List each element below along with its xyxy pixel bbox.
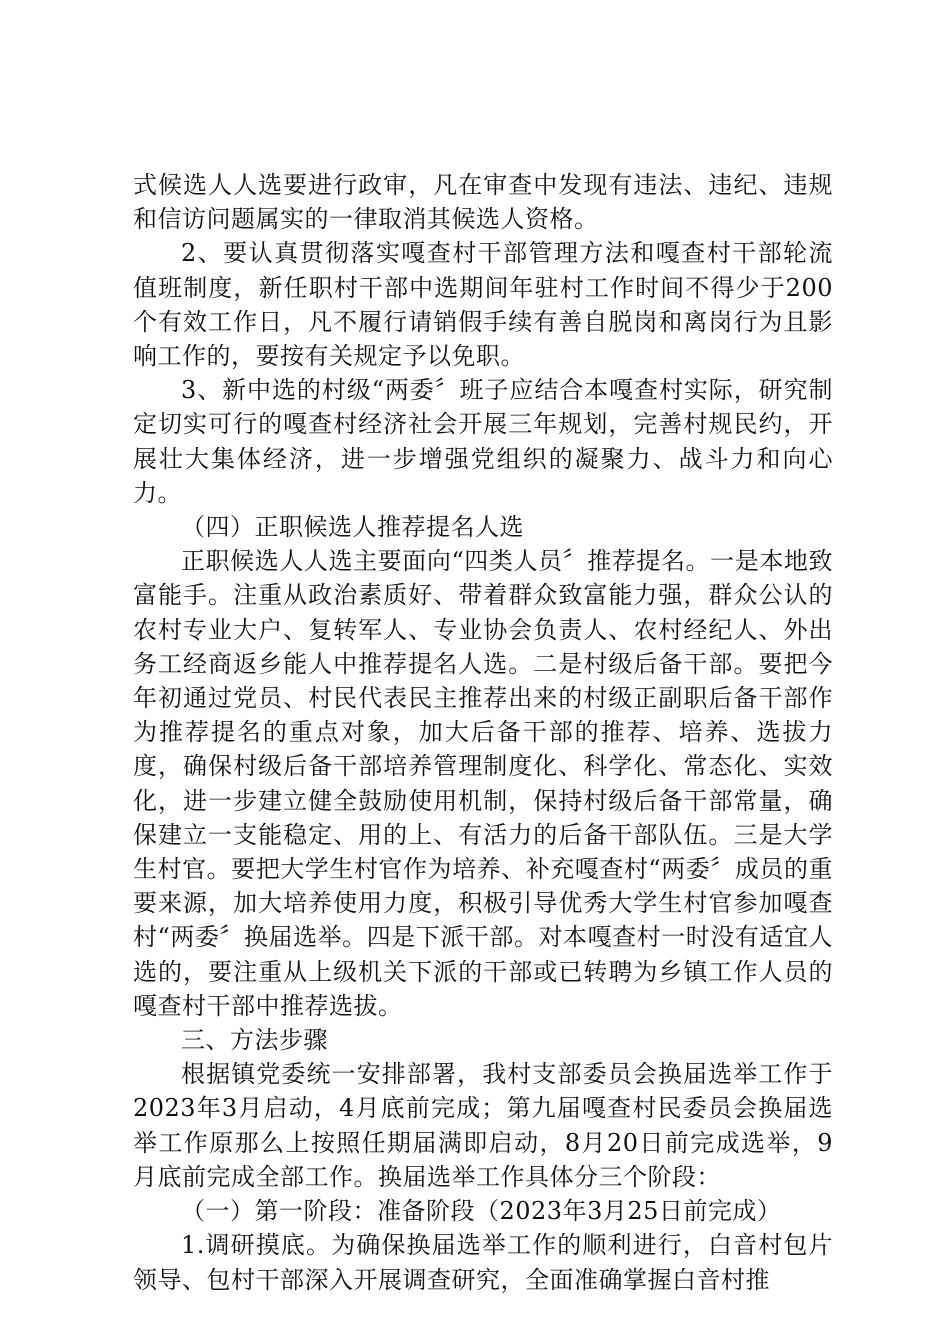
- section-heading-methods: 三、方法步骤: [181, 1026, 328, 1055]
- paragraph-item-2: 2、要认真贯彻落实嘎查村干部管理方法和嘎查村干部轮流值班制度，新任职村干部中选期间年驻村工作时间不得少于200个有效工作日，凡不履行请销假手续有善自脱岗和离岗行为且影响工作的，要按有关规定予以免职。: [133, 239, 833, 371]
- paragraph-item-3: 3、新中选的村级“两委〞班子应结合本嘎查村实际，研究制定切实可行的嘎查村经济社会开展三年规划，完善村规民约，开展壮大集体经济，进一步增强党组织的凝聚力、战斗力和向心力。: [133, 376, 833, 507]
- document-page: [133, 168, 833, 1297]
- section-heading-stage-one: （一）第一阶段：准备阶段（2023年3月25日前完成）: [181, 1197, 782, 1226]
- section-heading-candidates: （四）正职候选人推荐提名人选: [181, 513, 524, 542]
- paragraph-four-types: 正职候选人人选主要面向“四类人员〞推荐提名。一是本地致富能手。注重从政治素质好、带着群众致富能力强，群众公认的农村专业大户、复转军人、专业协会负责人、农村经纪人、外出务工经商返乡能人中推荐提名人选。二是村级后备干部。要把今年初通过党员、村民代表民主推荐出来的村级正副职后备干部作为推荐提名的重点对象，加大后备干部的推荐、培养、选拔力度，确保村级后备干部培养管理制度化、科学化、常态化、实效化，进一步建立健全鼓励使用机制，保持村级后备干部常量，确保建立一支能稳定、用的上、有活力的后备干部队伍。三是大学生村官。要把大学生村官作为培养、补充嘎查村“两委〞成员的重要来源，加大培养使用力度，积极引导优秀大学生村官参加嘎查村“两委〞换届选举。四是下派干部。对本嘎查村一时没有适宜人选的，要注重从上级机关下派的干部或已转聘为乡镇工作人员的嘎查村干部中推荐选拔。: [133, 547, 833, 1020]
- paragraph-candidate-review: 式候选人人选要进行政审，凡在审查中发现有违法、违纪、违规和信访问题属实的一律取消其候选人资格。: [133, 171, 833, 234]
- paragraph-schedule: 根据镇党委统一安排部署，我村支部委员会换届选举工作于2023年3月启动，4月底前完成；第九届嘎查村民委员会换届选举工作原那么上按照任期届满即启动，8月20日前完成选举，9月底前完成全部工作。换届选举工作具体分三个阶段：: [133, 1060, 833, 1191]
- paragraph-survey: 1.调研摸底。为确保换届选举工作的顺利进行，白音村包片领导、包村干部深入开展调查研究，全面准确掌握白音村推: [133, 1231, 833, 1294]
